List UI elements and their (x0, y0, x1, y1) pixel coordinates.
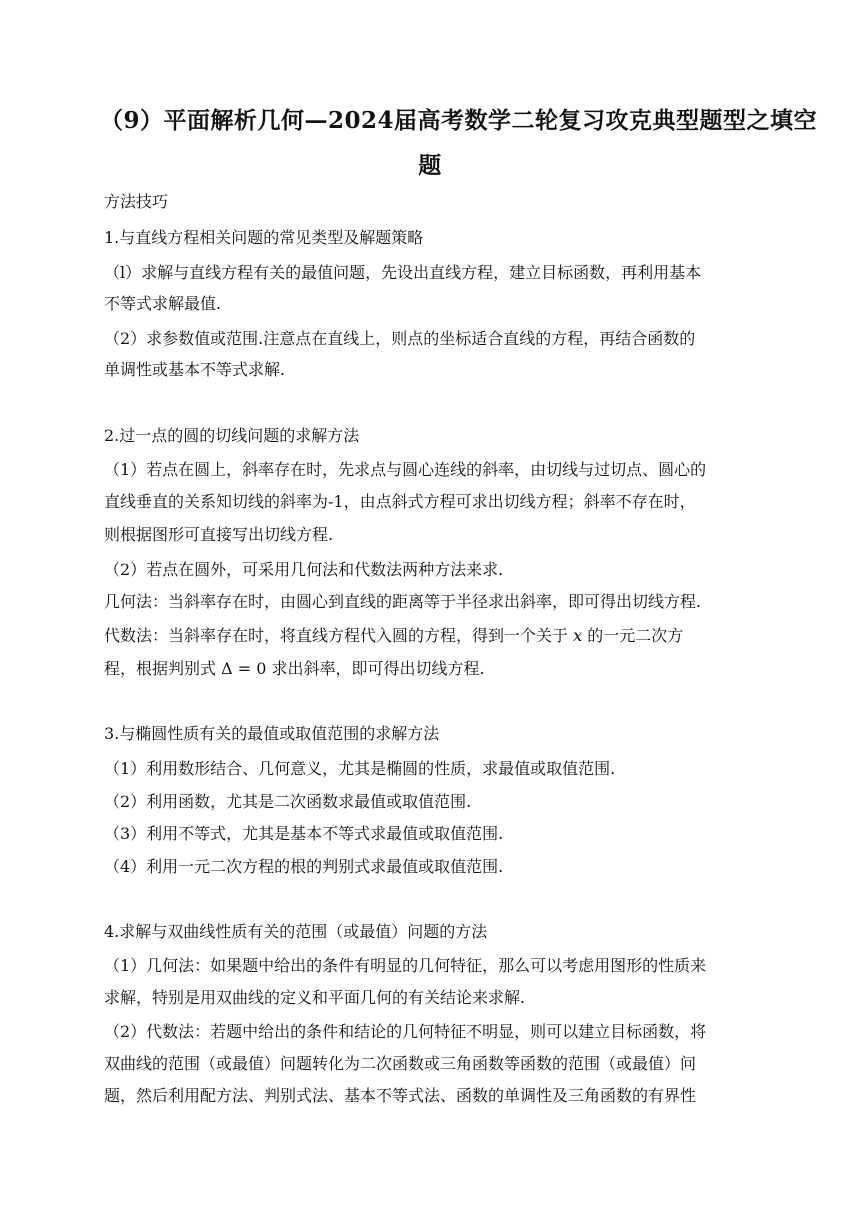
text-line: 双曲线的范围（或最值）问题转化为二次函数或三角函数等函数的范围（或最值）问 (104, 1054, 697, 1073)
text-line-with-formula (104, 656, 485, 679)
text-line: （4）利用一元二次方程的根的判别式求最值或取值范围. (104, 857, 504, 876)
text-segment: 代数法：当斜率存在时，将直线方程代入圆的方程，得到一个关于 (104, 626, 569, 645)
text-line: 4.求解与双曲线性质有关的范围（或最值）问题的方法 (104, 922, 488, 941)
document-title-line-2: 题 (418, 152, 442, 179)
text-line: （2）若点在圆外，可采用几何法和代数法两种方法来求. (104, 560, 504, 579)
text-line: 3.与椭圆性质有关的最值或取值范围的求解方法 (104, 724, 440, 743)
text-line: 单调性或基本不等式求解. (104, 360, 286, 379)
text-segment: 求出斜率，即可得出切线方程. (271, 659, 485, 678)
text-line: 不等式求解最值. (104, 294, 222, 313)
text-line: 2.过一点的圆的切线问题的求解方法 (104, 426, 360, 445)
text-line: 求解，特别是用双曲线的定义和平面几何的有关结论来求解. (104, 988, 526, 1007)
section-heading: 方法技巧 (104, 192, 169, 211)
text-line: 直线垂直的关系知切线的斜率为-1，由点斜式方程可求出切线方程；斜率不存在时， (104, 492, 696, 511)
document-title-line-1: （9）平面解析几何—2024届高考数学二轮复习攻克典型题型之填空 (100, 107, 818, 134)
text-line: 则根据图形可直接写出切线方程. (104, 525, 334, 544)
text-line: （1）利用数形结合、几何意义，尤其是椭圆的性质，求最值或取值范围. (104, 759, 616, 778)
text-line: （2）代数法：若题中给出的条件和结论的几何特征不明显，则可以建立目标函数，将 (104, 1022, 707, 1041)
text-line: 1.与直线方程相关问题的常见类型及解题策略 (104, 228, 424, 247)
text-line: （2）利用函数，尤其是二次函数求最值或取值范围. (104, 792, 472, 811)
text-line: （1）若点在圆上，斜率存在时，先求点与圆心连线的斜率，由切线与过切点、圆心的 (104, 460, 707, 479)
text-line-with-variable (104, 623, 683, 646)
math-variable-x: x (573, 626, 583, 645)
text-segment: 的一元二次方 (587, 626, 684, 645)
text-line: 几何法：当斜率存在时，由圆心到直线的距离等于半径求出斜率，即可得出切线方程. (104, 592, 702, 611)
text-line: （l）求解与直线方程有关的最值问题，先设出直线方程，建立目标函数，再利用基本 (104, 263, 702, 282)
text-line: （1）几何法：如果题中给出的条件有明显的几何特征，那么可以考虑用图形的性质来 (104, 956, 707, 975)
math-delta-equation: Δ = 0 (221, 659, 267, 678)
text-line: （3）利用不等式，尤其是基本不等式求最值或取值范围. (104, 824, 504, 843)
text-line: （2）求参数值或范围.注意点在直线上，则点的坐标适合直线的方程，再结合函数的 (104, 329, 696, 348)
text-line: 题，然后利用配方法、判别式法、基本不等式法、函数的单调性及三角函数的有界性 (104, 1086, 697, 1105)
text-segment: 程，根据判别式 (104, 659, 217, 678)
